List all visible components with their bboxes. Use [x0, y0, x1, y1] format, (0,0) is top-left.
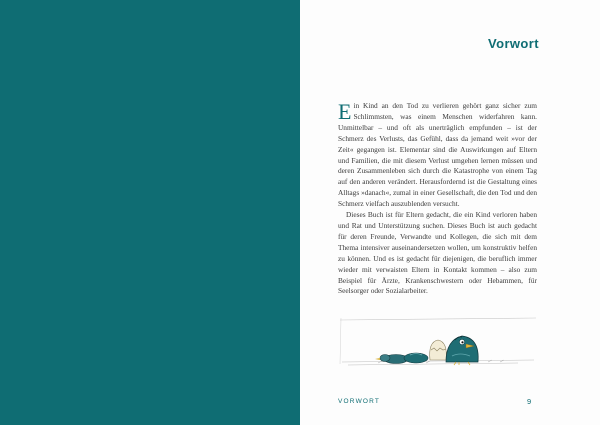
body-text [338, 101, 537, 297]
paragraph-2: Dieses Buch ist für Eltern gedacht, die ein Kind verloren haben und Rat und Unterstützung suchen. Dieses Buch ist auch gedacht für deren Freunde, Verwandte und Kollegen, die sich mit dem Thema intensiver auseinandersetzen wollen, um konstruktiv helfen zu können. Und es ist gedacht für diejenigen, die beruflich immer wieder mit verwaisten Eltern in Kontakt kommen – also zum Beispiel für Ärzte, Krankenschwestern oder Hebammen, für Seelsorger oder Sozialarbeiter. [338, 210, 537, 296]
running-footer: VORWORT [338, 398, 381, 405]
bird-egg-illustration [338, 316, 538, 378]
chapter-title: Vorwort [488, 36, 539, 51]
page-number: 9 [527, 397, 532, 406]
ground-line [342, 360, 534, 365]
large-bird-pupil [461, 341, 463, 343]
drop-cap: E [338, 99, 352, 124]
sketch-line-top [340, 318, 536, 320]
second-bird-body [404, 353, 428, 363]
sketch-line-left [340, 318, 341, 364]
paragraph-1 [338, 101, 537, 210]
small-bird-head [380, 355, 390, 362]
paragraph-1-text: in Kind an den Tod zu verlieren gehört ganz sicher zum Schlimmsten, was einem Menschen widerfahren kann. Unmittelbar – und oft als unerträglich empfunden – ist der Schmerz des Verlusts, das Gefühl, dass da jemand weit »vor der Zeit« gegangen ist. Elementar sind die Auswirkungen auf Eltern und Familien, die mit diesem Verlust umgehen lernen müssen und deren Zusammenleben sich durch die Katastrophe von einem Tag auf den anderen verändert. Herausfordernd ist die Gestaltung eines Alltags »danach«, zumal in einer Gesellschaft, die den Tod und den Schmerz vielfach auszublenden versucht. [338, 101, 537, 209]
small-bird-beak [375, 358, 380, 360]
